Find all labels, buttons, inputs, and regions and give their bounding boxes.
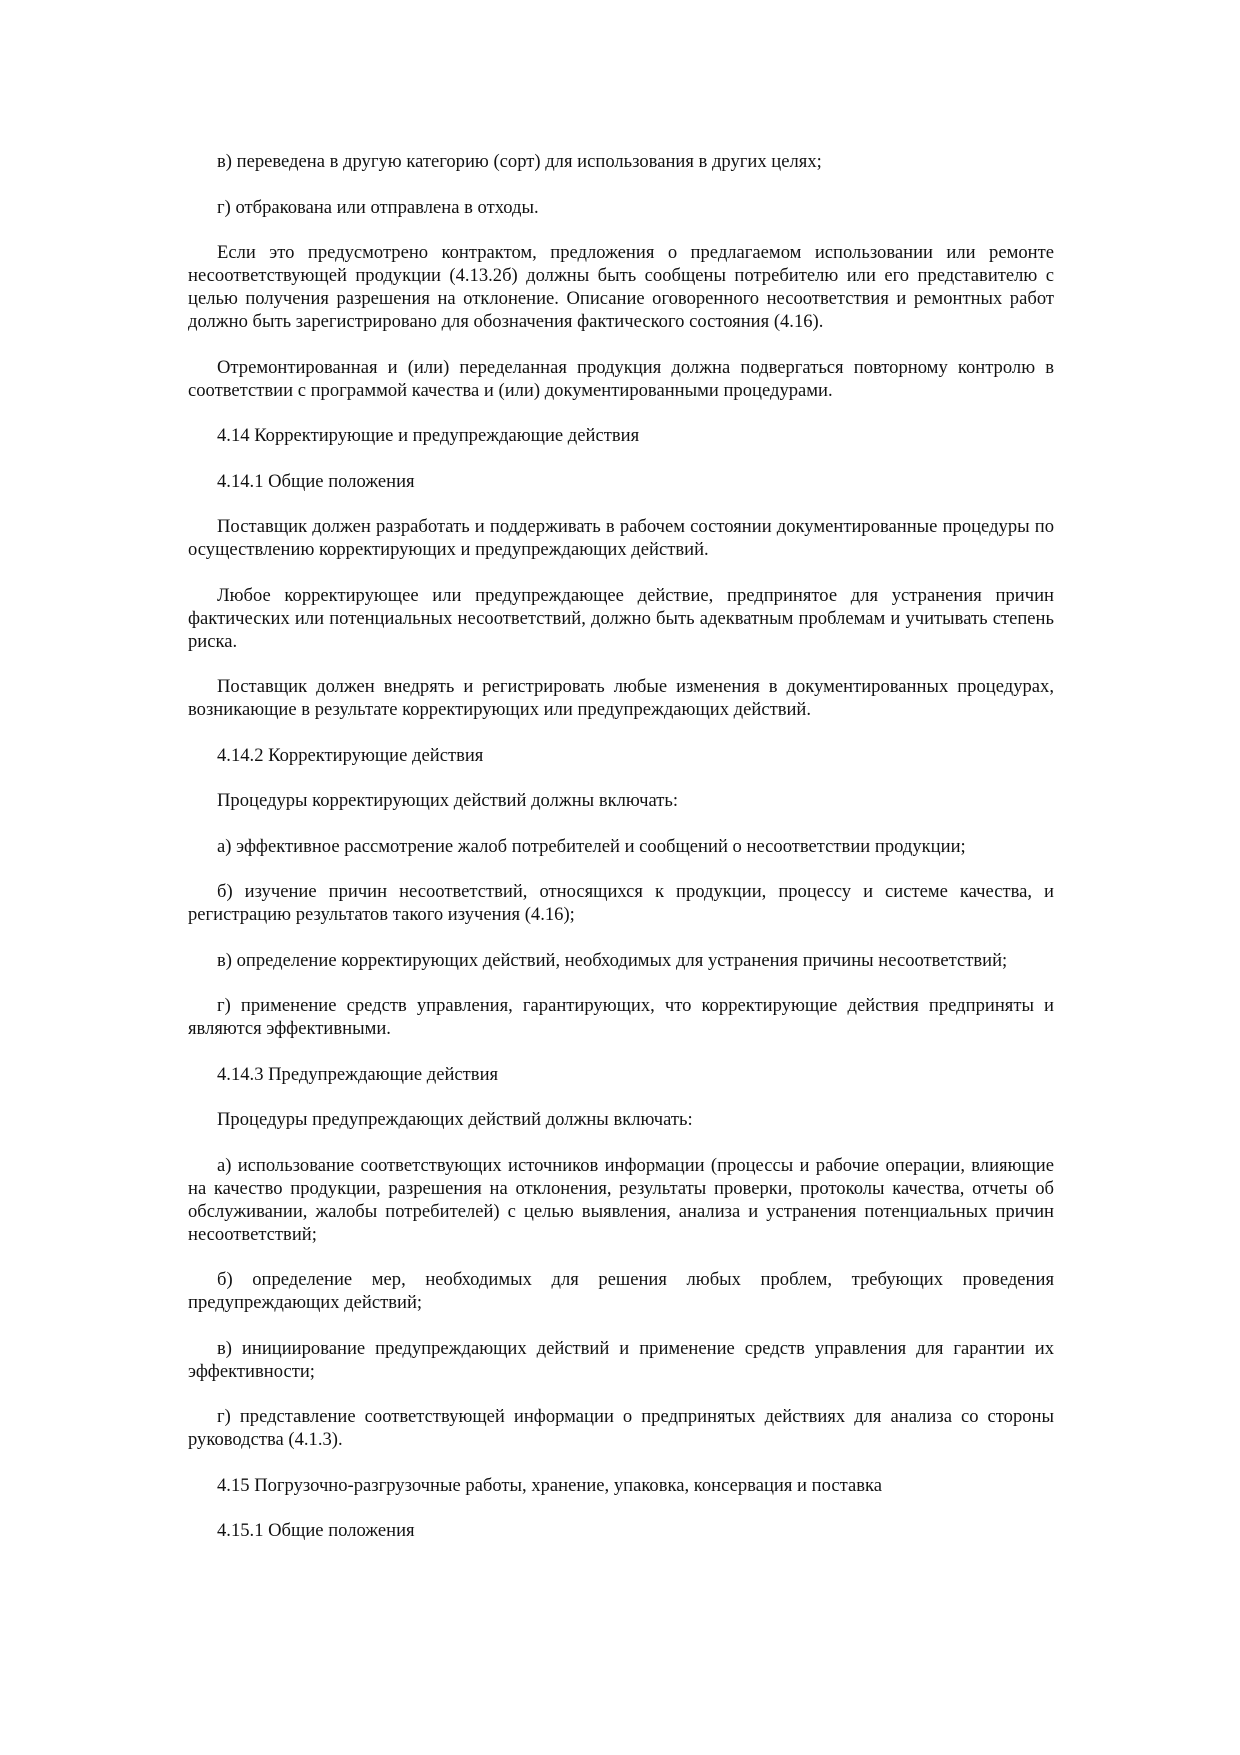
subsection-heading-4-14-2: 4.14.2 Корректирующие действия xyxy=(217,744,484,766)
body-paragraph: Процедуры корректирующих действий должны включать: xyxy=(217,790,678,811)
list-item-a: а) эффективное рассмотрение жалоб потребителей и сообщений о несоответствии продукции; xyxy=(217,835,966,857)
section-heading-4-14: 4.14 Корректирующие и предупреждающие действия xyxy=(217,425,640,446)
body-paragraph: Поставщик должен внедрять и регистрировать любые изменения в документированных процедурах, возникающие в результате корректирующих или предупреждающих действий. xyxy=(188,676,1054,720)
list-item-g: г) представление соответствующей информации о предпринятых действиях для анализа со стороны руководства (4.1.3). xyxy=(188,1406,1054,1450)
body-paragraph: Отремонтированная и (или) переделанная продукция должна подвергаться повторному контролю в соответствии с программой качества и (или) документированными процедурами. xyxy=(188,356,1054,401)
list-item-g: г) отбракована или отправлена в отходы. xyxy=(217,196,539,218)
subsection-heading-4-15-1: 4.15.1 Общие положения xyxy=(217,1520,415,1541)
body-paragraph: Процедуры предупреждающих действий должны включать: xyxy=(217,1109,693,1130)
subsection-heading-4-14-3: 4.14.3 Предупреждающие действия xyxy=(217,1063,499,1085)
section-heading-4-15: 4.15 Погрузочно-разгрузочные работы, хранение, упаковка, консервация и поставка xyxy=(217,1474,882,1496)
list-item-v: в) определение корректирующих действий, необходимых для устранения причины несоответствий; xyxy=(217,949,1008,971)
list-item-v: в) переведена в другую категорию (сорт) для использования в других целях; xyxy=(217,151,822,172)
subsection-heading-4-14-1: 4.14.1 Общие положения xyxy=(217,470,415,492)
document-page xyxy=(188,150,1054,1565)
list-item-a: а) использование соответствующих источников информации (процессы и рабочие операции, влияющие на качество продукции, разрешения на отклонения, результаты проверки, протоколы качества, отчеты об обслуживании, жалобы потребителей) с целью выявления, анализа и устранения потенциальных причин несоответствий; xyxy=(188,1154,1054,1245)
list-item-b: б) определение мер, необходимых для решения любых проблем, требующих проведения предупреждающих действий; xyxy=(188,1269,1054,1313)
body-paragraph: Поставщик должен разработать и поддерживать в рабочем состоянии документированные процедуры по осуществлению корректирующих и предупреждающих действий. xyxy=(188,516,1054,560)
body-paragraph: Если это предусмотрено контрактом, предложения о предлагаемом использовании или ремонте несоответствующей продукции (4.13.2б) должны быть сообщены потребителю или его представителю с целью получения разрешения на отклонение. Описание оговоренного несоответствия и ремонтных работ должно быть зарегистрировано для обозначения фактического состояния (4.16). xyxy=(188,242,1054,332)
list-item-g: г) применение средств управления, гарантирующих, что корректирующие действия предприняты и являются эффективными. xyxy=(188,995,1054,1039)
list-item-v: в) инициирование предупреждающих действий и применение средств управления для гарантии их эффективности; xyxy=(188,1337,1054,1382)
body-paragraph: Любое корректирующее или предупреждающее действие, предпринятое для устранения причин фактических или потенциальных несоответствий, должно быть адекватным проблемам и учитывать степень риска. xyxy=(188,584,1054,652)
list-item-b: б) изучение причин несоответствий, относящихся к продукции, процессу и системе качества, и регистрацию результатов такого изучения (4.16); xyxy=(188,881,1054,925)
